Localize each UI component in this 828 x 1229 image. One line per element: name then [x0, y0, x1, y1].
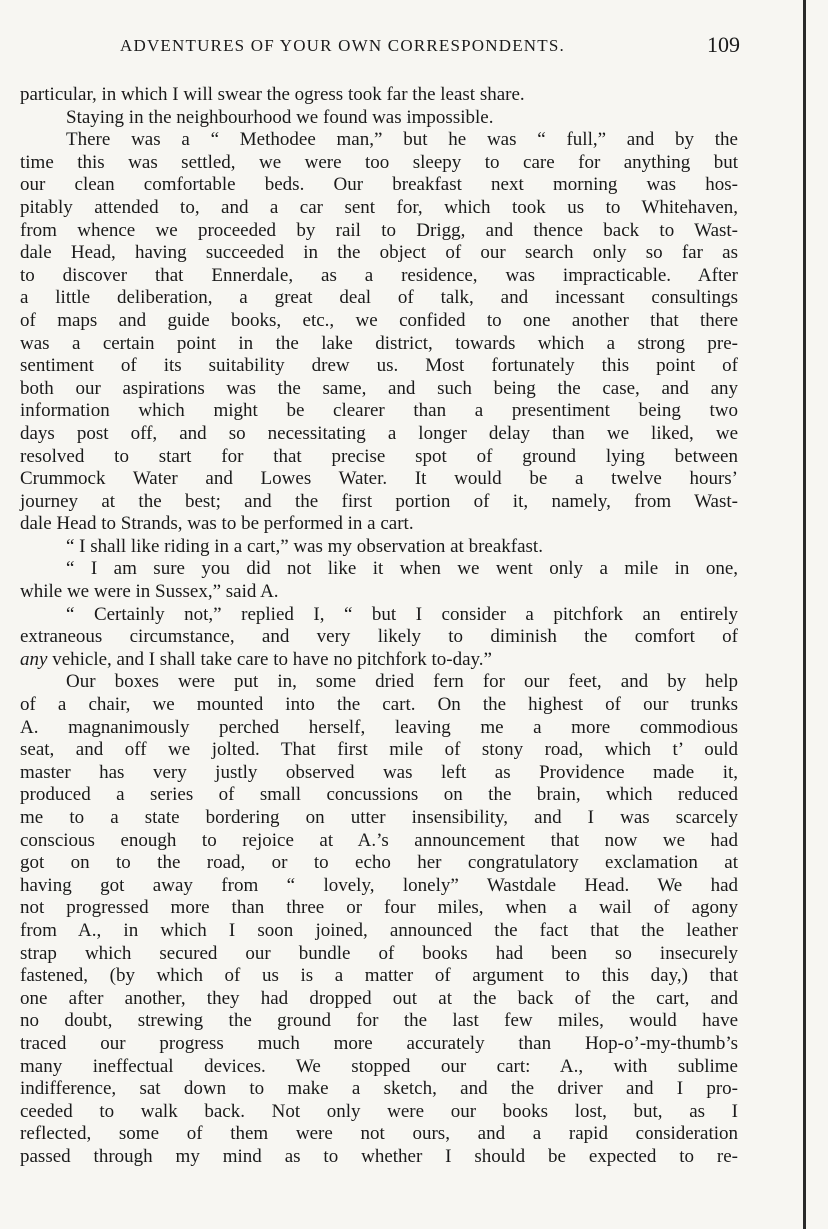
text-line: a little deliberation, a great deal of talk, and incessant consultings [20, 287, 738, 309]
text-line: Our boxes were put in, some dried fern for our feet, and by help [66, 671, 738, 693]
text-line: passed through my mind as to whether I should be expected to re- [20, 1145, 738, 1167]
text-line: A. magnanimously perched herself, leaving me a more commodious [20, 716, 738, 738]
text-line: dale Head, having succeeded in the object of our search only so far as [20, 242, 738, 264]
text-line: indifference, sat down to make a sketch, and the driver and I pro- [20, 1078, 738, 1100]
text-line: was a certain point in the lake district, towards which a strong pre- [20, 332, 738, 354]
text-line: traced our progress much more accurately than Hop-o’-my-thumb’s [20, 1032, 738, 1054]
text-line: There was a “ Methodee man,” but he was “ full,” and by the [66, 129, 738, 151]
text-line: of a chair, we mounted into the cart. On the highest of our trunks [20, 694, 738, 716]
text-line: to discover that Ennerdale, as a residence, was impracticable. After [20, 264, 738, 286]
page-header [40, 30, 740, 70]
text-line: got on to the road, or to echo her congratulatory exclamation at [20, 852, 738, 874]
text-line: not progressed more than three or four miles, when a wail of agony [20, 897, 738, 919]
text-line: our clean comfortable beds. Our breakfast next morning was hos- [20, 174, 738, 196]
text-line: seat, and off we jolted. That first mile of stony road, which t’ ould [20, 739, 738, 761]
text-line: extraneous circumstance, and very likely to diminish the comfort of [20, 626, 738, 648]
line-text: vehicle, and I shall take care to have no pitchfork to-day.” [47, 648, 492, 670]
text-line: many ineffectual devices. We stopped our cart: A., with sublime [20, 1055, 738, 1077]
text-line: pitably attended to, and a car sent for, which took us to Whitehaven, [20, 196, 738, 218]
text-line: from whence we proceeded by rail to Drigg, and thence back to Wast- [20, 219, 738, 241]
body-text [20, 84, 738, 1169]
text-line: fastened, (by which of us is a matter of argument to this day,) that [20, 965, 738, 987]
text-line: “ I shall like riding in a cart,” was my observation at breakfast. [66, 535, 543, 557]
text-line: sentiment of its suitability drew us. Most fortunately this point of [20, 355, 738, 377]
page-number: 109 [707, 32, 740, 57]
text-line: “ I am sure you did not like it when we went only a mile in one, [66, 558, 738, 580]
page-edge-line [803, 0, 806, 1229]
text-line: “ Certainly not,” replied I, “ but I consider a pitchfork an entirely [66, 603, 738, 625]
text-line: journey at the best; and the first portion of it, namely, from Wast- [20, 490, 738, 512]
text-line: Crummock Water and Lowes Water. It would be a twelve hours’ [20, 468, 738, 490]
text-line: both our aspirations was the same, and such being the case, and any [20, 377, 738, 399]
text-line: one after another, they had dropped out at the back of the cart, and [20, 987, 738, 1009]
text-line: from A., in which I soon joined, announced the fact that the leather [20, 919, 738, 941]
text-line: time this was settled, we were too sleepy to care for anything but [20, 151, 738, 173]
text-line: conscious enough to rejoice at A.’s announcement that now we had [20, 829, 738, 851]
text-line: Staying in the neighbourhood we found was impossible. [66, 106, 494, 128]
text-line: days post off, and so necessitating a longer delay than we liked, we [20, 422, 738, 444]
text-line: of maps and guide books, etc., we confided to one another that there [20, 309, 738, 331]
text-line: me to a state bordering on utter insensibility, and I was scarcely [20, 807, 738, 828]
text-line: strap which secured our bundle of books had been so insecurely [20, 942, 738, 964]
text-line: ceeded to walk back. Not only were our books lost, but, as I [20, 1100, 738, 1122]
text-line: dale Head to Strands, was to be performed in a cart. [20, 513, 414, 535]
emphasized-word: any [20, 648, 48, 670]
running-title: ADVENTURES OF YOUR OWN CORRESPONDENTS. [120, 36, 565, 55]
text-line: information which might be clearer than a presentiment being two [20, 400, 738, 422]
text-line: having got away from “ lovely, lonely” Wastdale Head. We had [20, 874, 738, 896]
text-line: while we were in Sussex,” said A. [20, 581, 279, 603]
text-line: particular, in which I will swear the ogress took far the least share. [20, 84, 525, 105]
text-line: produced a series of small concussions on the brain, which reduced [20, 784, 738, 806]
text-line: no doubt, strewing the ground for the last few miles, would have [20, 1010, 738, 1032]
text-line: reflected, some of them were not ours, and a rapid consideration [20, 1123, 738, 1145]
text-line [20, 649, 738, 672]
text-line: master has very justly observed was left as Providence made it, [20, 761, 738, 783]
text-line: resolved to start for that precise spot of ground lying between [20, 445, 738, 467]
